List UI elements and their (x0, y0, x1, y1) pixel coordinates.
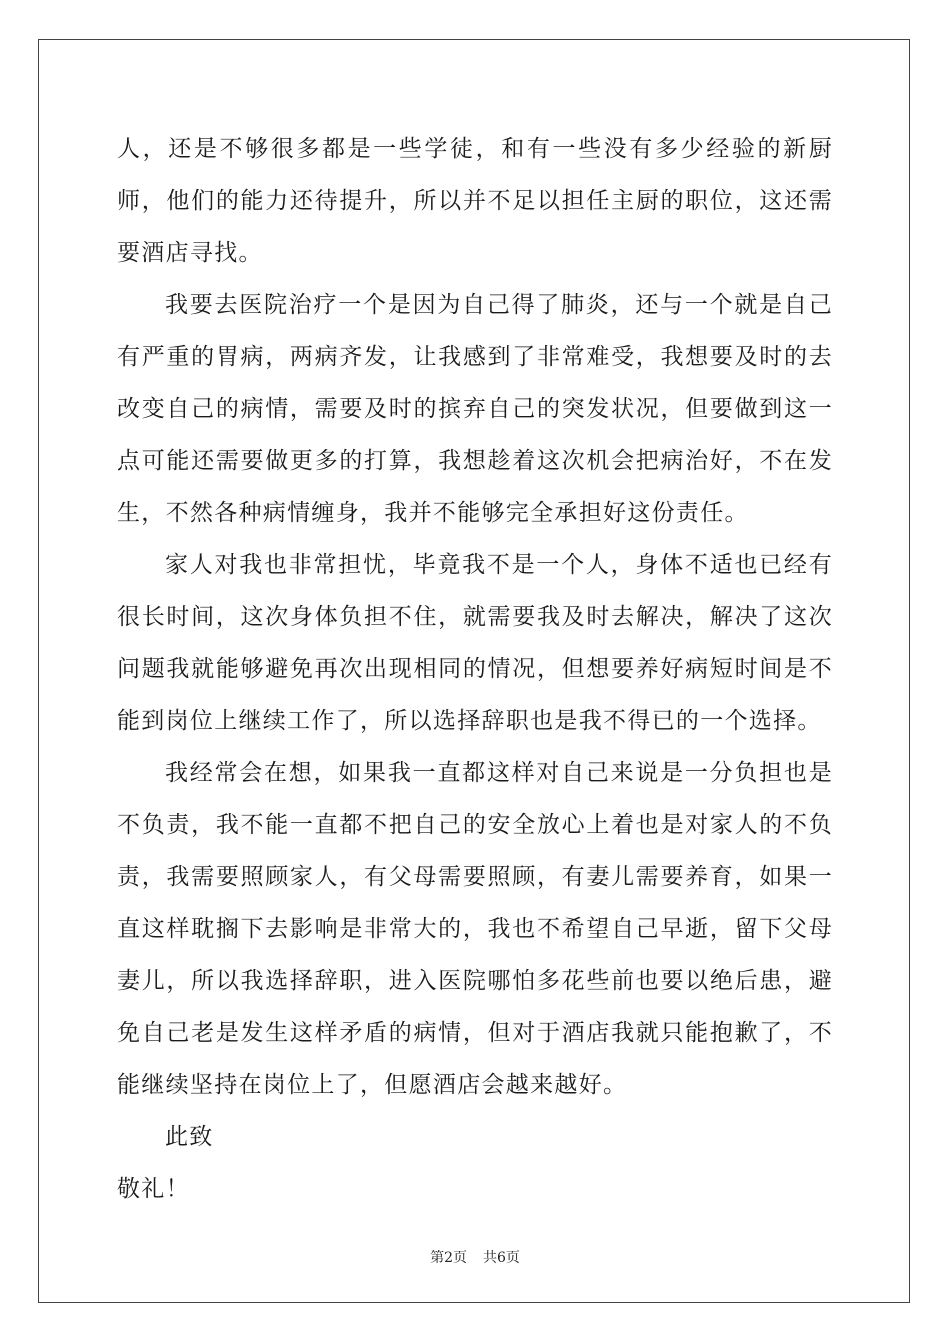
page-total: 共6页 (483, 1250, 520, 1266)
paragraph-responsibility: 我经常会在想，如果我一直都这样对自己来说是一分负担也是不负责，我不能一直都不把自己的安全放心上着也是对家人的不负责，我需要照顾家人，有父母需要照顾，有妻儿需要养育，如果一直这样耽搁下去影响是非常大的，我也不希望自己早逝，留下父母妻儿，所以我选择辞职，进入医院哪怕多花些前也要以绝后患，避免自己老是发生这样矛盾的病情，但对于酒店我就只能抱歉了，不能继续坚持在岗位上了，但愿酒店会越来越好。 (117, 760, 833, 1098)
paragraph-continuation: 人，还是不够很多都是一些学徒，和有一些没有多少经验的新厨师，他们的能力还待提升，所以并不足以担任主厨的职位，这还需要酒店寻找。 (117, 136, 833, 266)
closing-phrase: 此致 (165, 1124, 214, 1150)
page-footer (0, 1247, 950, 1267)
page-number: 第2页 (430, 1250, 467, 1266)
paragraph-illness: 我要去医院治疗一个是因为自己得了肺炎，还与一个就是自己有严重的胃病，两病齐发，让我感到了非常难受，我想要及时的去改变自己的病情，需要及时的摈弃自己的突发状况，但要做到这一点可能还需要做更多的打算，我想趁着这次机会把病治好，不在发生，不然各种病情缠身，我并不能够完全承担好这份责任。 (117, 292, 833, 526)
paragraph-family: 家人对我也非常担忧，毕竟我不是一个人，身体不适也已经有很长时间，这次身体负担不住，就需要我及时去解决，解决了这次问题我就能够避免再次出现相同的情况，但想要养好病短时间是不能到岗位上继续工作了，所以选择辞职也是我不得已的一个选择。 (117, 552, 833, 734)
salutation: 敬礼！ (117, 1176, 190, 1202)
document-body (117, 123, 833, 1215)
